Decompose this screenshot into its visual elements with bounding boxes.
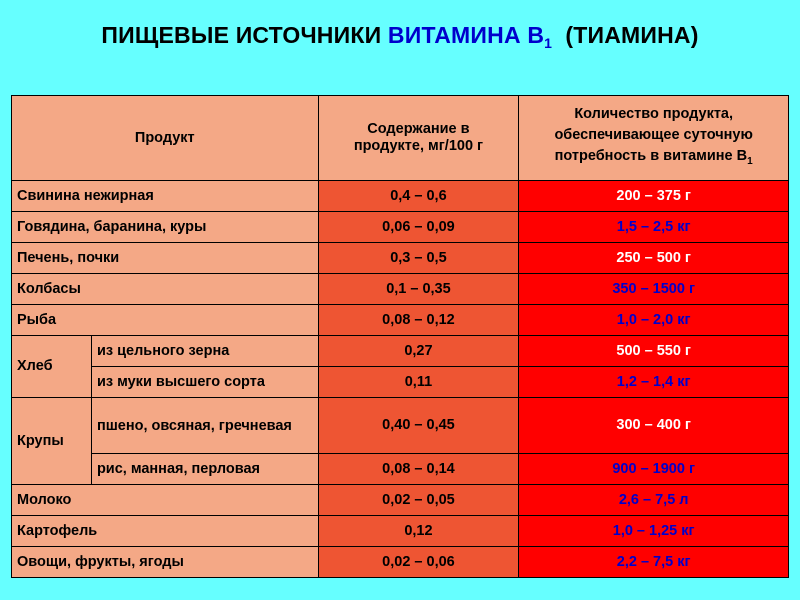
cell-amount: 1,0 – 2,0 кг xyxy=(519,305,789,336)
table-row xyxy=(12,274,789,305)
table-row xyxy=(12,243,789,274)
cell-product: из муки высшего сорта xyxy=(91,367,318,398)
cell-content: 0,08 – 0,12 xyxy=(318,305,519,336)
header-amount-text: Количество продукта, обеспечивающее суточную потребность в витамине В xyxy=(554,106,753,165)
table-row xyxy=(12,336,789,367)
cell-product: Овощи, фрукты, ягоды xyxy=(12,547,319,578)
title-part-3: (ТИАМИНА) xyxy=(552,22,699,48)
cell-amount: 250 – 500 г xyxy=(519,243,789,274)
title-subscript: 1 xyxy=(544,35,553,51)
table-row xyxy=(12,398,789,454)
cell-content: 0,11 xyxy=(318,367,519,398)
table-row xyxy=(12,212,789,243)
cell-amount: 2,6 – 7,5 л xyxy=(519,485,789,516)
cell-product: из цельного зерна xyxy=(91,336,318,367)
cell-product: Печень, почки xyxy=(12,243,319,274)
cell-product: Молоко xyxy=(12,485,319,516)
table-row xyxy=(12,454,789,485)
cell-content: 0,4 – 0,6 xyxy=(318,181,519,212)
cell-content: 0,02 – 0,05 xyxy=(318,485,519,516)
cell-product: Рыба xyxy=(12,305,319,336)
header-amount xyxy=(519,96,789,181)
vitamin-table xyxy=(11,95,789,578)
cell-product: пшено, овсяная, гречневая xyxy=(91,398,318,454)
cell-content: 0,06 – 0,09 xyxy=(318,212,519,243)
cell-content: 0,08 – 0,14 xyxy=(318,454,519,485)
header-product: Продукт xyxy=(12,96,319,181)
cell-amount: 200 – 375 г xyxy=(519,181,789,212)
cell-content: 0,02 – 0,06 xyxy=(318,547,519,578)
title-vitamin: ВИТАМИНА В xyxy=(387,22,545,48)
cell-content: 0,40 – 0,45 xyxy=(318,398,519,454)
cell-amount: 300 – 400 г xyxy=(519,398,789,454)
cell-amount: 500 – 550 г xyxy=(519,336,789,367)
header-content: Содержание в продукте, мг/100 г xyxy=(318,96,519,181)
table-row xyxy=(12,181,789,212)
header-amount-subscript: 1 xyxy=(747,155,753,167)
table-header-row xyxy=(12,96,789,181)
table-row xyxy=(12,367,789,398)
table-row xyxy=(12,547,789,578)
cell-group-bread: Хлеб xyxy=(12,336,92,398)
cell-amount: 2,2 – 7,5 кг xyxy=(519,547,789,578)
cell-amount: 1,0 – 1,25 кг xyxy=(519,516,789,547)
cell-group-cereals: Крупы xyxy=(12,398,92,485)
cell-content: 0,1 – 0,35 xyxy=(318,274,519,305)
cell-amount: 900 – 1900 г xyxy=(519,454,789,485)
cell-amount: 350 – 1500 г xyxy=(519,274,789,305)
title-part-1: ПИЩЕВЫЕ ИСТОЧНИКИ xyxy=(101,22,388,48)
cell-content: 0,3 – 0,5 xyxy=(318,243,519,274)
cell-content: 0,12 xyxy=(318,516,519,547)
table-row xyxy=(12,485,789,516)
cell-product: Говядина, баранина, куры xyxy=(12,212,319,243)
cell-amount: 1,5 – 2,5 кг xyxy=(519,212,789,243)
cell-product: Картофель xyxy=(12,516,319,547)
cell-product: рис, манная, перловая xyxy=(91,454,318,485)
cell-amount: 1,2 – 1,4 кг xyxy=(519,367,789,398)
table-row xyxy=(12,305,789,336)
page-title xyxy=(0,22,800,51)
cell-content: 0,27 xyxy=(318,336,519,367)
cell-product: Свинина нежирная xyxy=(12,181,319,212)
table-row xyxy=(12,516,789,547)
cell-product: Колбасы xyxy=(12,274,319,305)
